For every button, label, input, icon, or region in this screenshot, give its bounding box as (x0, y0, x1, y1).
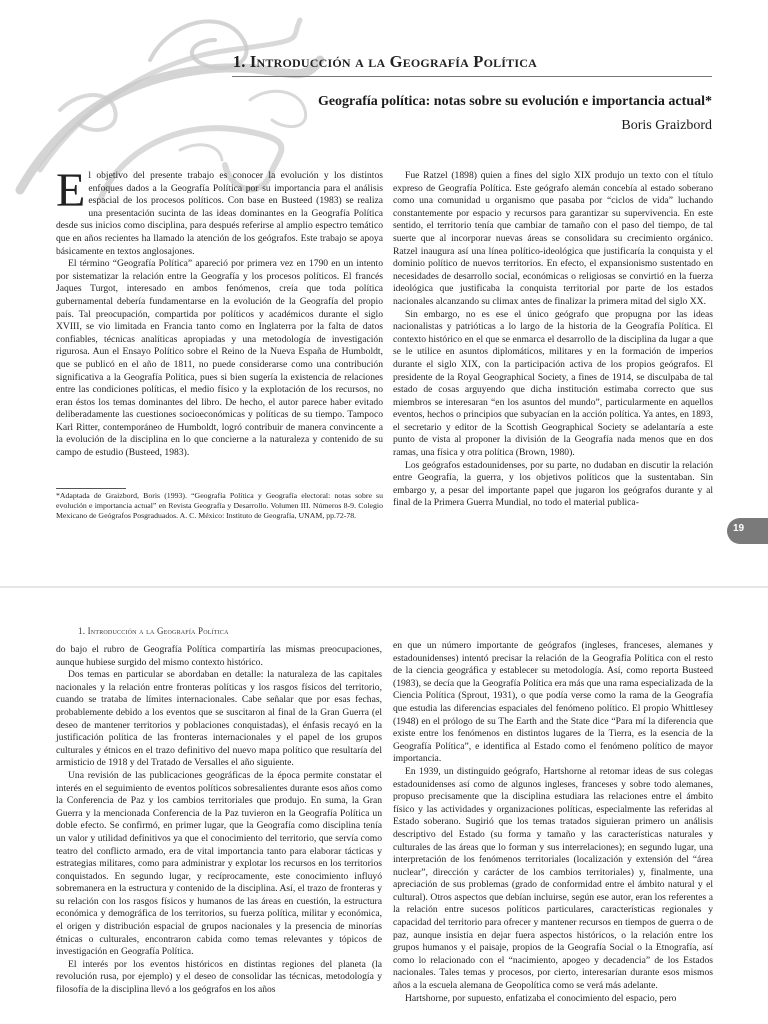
paragraph: en que un número importante de geógrafos (ingleses, franceses, alemanes y estadounidenses) intentó precisar la relación de la Geografía Política con el resto de la ciencia geográfica y establecer su metodología. Así, como reporta Busteed (1983), se decía que la Geografía Política era más que una rama especializada de la Ciencia Política (Sprout, 1931), o que podía verse como la rama de la Geografía que estudia las diferencias espaciales del fenómeno político. El propio Whittlesey (1948) en el prólogo de su The Earth and the State dice “Para mí la diferencia que existe entre los fenómenos en distintos lugares de la Tierra, es la esencia de la Geografía Política”, e identifica al Estado como el fenómeno político de mayor importancia. (393, 640, 713, 765)
paragraph-text: l objetivo del presente trabajo es conocer la evolución y los distintos enfoques dados a la Geografía Política por su importancia para el análisis espacial de los procesos políticos. Con base en Busteed (1983) se realiza una presentación sucinta de las ideas dominantes en la Geografía Política desde sus inicios como disciplina, para después referirse al amplio espectro temático que en años recientes ha llamado la atención de los geógrafos. Este trabajo se apoya básicamente en textos anglosajones. (56, 170, 383, 257)
footnote: *Adaptada de Graizbord, Boris (1993). “Geografía Política y Geografía electoral: notas sobre su evolución e importancia actual” en Revista Geografía y Desarrollo. Volumen III. Números 8-9. Colegio Mexicano de Geógrafos Posgraduados. A. C. México: Instituto de Geografía, UNAM, pp.72-78. (56, 491, 383, 521)
paragraph: El término “Geografía Política” apareció por primera vez en 1790 en un intento por sistematizar la relación entre la Geografía y los procesos políticos. El francés Jaques Turgot, interesado en ambos fenómenos, creía que toda política gubernamental debería fundamentarse en la evolución de la Geografía del propio país. Tal preocupación, compartida por políticos y académicos durante el siglo XVIII, se vio limitada en Francia tanto como en Inglaterra por la falta de datos confiables, técnicas analíticas apropiadas y una metodología de investigación rigurosa. Aun el Ensayo Político sobre el Reino de la Nueva España de Humboldt, que se publicó en el año de 1811, no puede considerarse como una contribución significativa a la Geografía Política, pues si bien sugería la existencia de relaciones entre las condiciones políticas, el medio físico y la explotación de los recursos, no eran éstos los temas dominantes del libro. De hecho, el autor parece haber evitado deliberadamente las cuestiones socioeconómicas y políticas de su tiempo. Tampoco Karl Ritter, contemporáneo de Humboldt, logró contribuir de manera convincente a la evolución de la disciplina en lo que concierne a la naturaleza y contenido de su campo de estudio (Busteed, 1983). (56, 258, 383, 459)
running-header: 1. Introducción a la Geografía Política (78, 626, 229, 636)
left-column (56, 164, 383, 460)
footnote-rule (56, 488, 126, 489)
chapter-title: 1. Introducción a la Geografía Política (232, 52, 537, 71)
paragraph: Dos temas en particular se abordaban en detalle: la naturaleza de las capitales nacionales y la relación entre fronteras políticas y los rasgos físicos del territorio, cuando se trataba de límites internacionales. Cabe señalar que por esas fechas, probablemente debido a los eventos que se suscitaron al final de la Gran Guerra (el deseo de mantener territorios y poblaciones conquistadas), el énfasis recayó en la justificación política de las fronteras internacionales y el papel de los grupos culturales y étnicos en el trazo definitivo del nuevo mapa político que resultaría del armisticio de 1918 y del Tratado de Versalles el año siguiente. (56, 669, 382, 769)
right-column (393, 170, 713, 510)
article-subtitle: Geografía política: notas sobre su evolución e importancia actual* (317, 94, 712, 109)
paragraph: Los geógrafos estadounidenses, por su parte, no dudaban en discutir la relación entre Geografía, la guerra, y los objetivos políticos que la sustentaban. Sin embargo y, a pesar del importante papel que jugaron los geógrafos durante y al final de la Primera Guerra Mundial, no todo el material publica- (393, 459, 713, 509)
paragraph (56, 164, 383, 258)
author-name: Boris Graizbord (621, 118, 712, 133)
paragraph: El interés por los eventos históricos en distintas regiones del planeta (la revolución rusa, por ejemplo) y el deseo de consolidar las técnicas, metodología y filosofía de la disciplina llevó a los geógrafos en los años (56, 958, 382, 996)
paragraph: do bajo el rubro de Geografía Política compartiría las mismas preocupaciones, aunque hubiese surgido del mismo contexto histórico. (56, 644, 382, 668)
drop-cap: E (56, 164, 86, 217)
page-number: 19 (733, 523, 745, 534)
paragraph: Fue Ratzel (1898) quien a fines del siglo XIX produjo un texto con el título expreso de Geografía Política. Este geógrafo alemán concebía al estado soberano como una comunidad u organismo que pasaba por “ciclos de vida” luchando constantemente por espacio y recursos para garantizar su supervivencia. En este sentido, el territorio tenía que cambiar de tamaño con el paso del tiempo, de tal suerte que al incorporar nuevas áreas se consolidara su crecimiento orgánico. Ratzel inaugura así una línea político-ideológica que justificaría la conquista y el dominio político de nuevos territorios. En efecto, el expansionismo sustentado en necesidades de desarrollo social, económicas o religiosas se convirtió en la fuerza ideológica que justificaba la conquista territorial por parte de los estados nacionales alcanzando su climax antes de finalizar la primera mitad del siglo XX. (393, 170, 713, 307)
right-column (393, 640, 713, 1005)
left-column (56, 644, 382, 997)
title-rule (232, 76, 712, 77)
paragraph: En 1939, un distinguido geógrafo, Hartshorne al retomar ideas de sus colegas estadounidenses así como de algunos ingleses, franceses y sobre todo alemanes, propuso precisamente que la disciplina estudiara las relaciones entre el ámbito físico y las actividades y organizaciones políticas, especialmente las referidas al Estado soberano. Sugirió que los temas tratados siguieran primero un análisis descriptivo del Estado (su forma y tamaño y las características naturales y culturales de las áreas que lo forman y sus interrelaciones); en segundo lugar, una interpretación de los fenómenos territoriales (localización y extensión del “área nuclear”, dirección y carácter de los cambios territoriales) y, finalmente, una apreciación de sus problemas (grado de conformidad entre el ámbito natural y el cultural). Otros aspectos que debían incluirse, según ese autor, eran los referentes a la relación entre sucesos políticos particulares, características regionales y capacidad del territorio para ofrecer y mantener recursos en tiempos de guerra o de paz, aunque insistía en dejar fuera aspectos históricos, o la relación entre los grupos humanos y el paisaje, propios de la Geografía Social o la Etnografía, así como lo relacionado con el “nacimiento, apogeo y decadencia” de los Estados nacionales. Tales temas y procesos, por cierto, interesarían durante esos mismos años a la escuela alemana de Geopolítica como se verá más adelante. (393, 765, 713, 992)
paragraph: Hartshorne, por supuesto, enfatizaba el conocimiento del espacio, pero (405, 992, 677, 1004)
paragraph: Sin embargo, no es ese el único geógrafo que propugna por las ideas nacionalistas y patrióticas a lo largo de la historia de la Geografía Política. El contexto histórico en el que se enmarca el desarrollo de la disciplina da lugar a que se le utilice en asuntos diplomáticos, militares y en la formación de imperios durante el siglo XIX, con la participación activa de los propios geógrafos. El presidente de la Royal Geographical Society, a fines de 1914, se disculpaba de tal estado de cosas arguyendo que dicha institución estimaba correcto que sus miembros se interesaran “en los asuntos del mundo”, particularmente en aquellos eventos, hechos o principios que subyacían en la acción política. Ya antes, en 1893, el secretario y editor de la Scottish Geographical Society se adelantaría a este punto de vista al proponer la división de la Geografía nada menos que en dos ramas, una física y otra política (Brown, 1980). (393, 308, 713, 459)
paragraph: Una revisión de las publicaciones geográficas de la época permite constatar el interés en el seguimiento de eventos políticos sobresalientes durante esos años como la Conferencia de Paz y los cambios territoriales que produjo. En suma, la Gran Guerra y la mencionada Conferencia de la Paz tuvieron en la Geografía Política un doble efecto. Se confirmó, en primer lugar, que la Geografía como disciplina tenía un valor y utilidad definitivos ya que el conocimiento del territorio, que servía como teatro del conflicto armado, era de vital importancia tanto para elaborar tácticas y estrategias militares, como para administrar y explotar los recursos en los territorios conquistados. En segundo lugar, y recíprocamente, este conocimiento influyó sobremanera en la estructura y contenido de la disciplina. Así, el trazo de fronteras y su relación con los rasgos físicos y humanos de las áreas en cuestión, la estructura económica y demográfica de los territorios, su fuerza política, militar y económica, el origen y distribución espacial de grupos nacionales y la presencia de minorías étnicas o culturales, encontraron cabida como temas relevantes y tópicos de investigación en Geografía Política. (56, 769, 382, 958)
page-20 (0, 588, 768, 1024)
